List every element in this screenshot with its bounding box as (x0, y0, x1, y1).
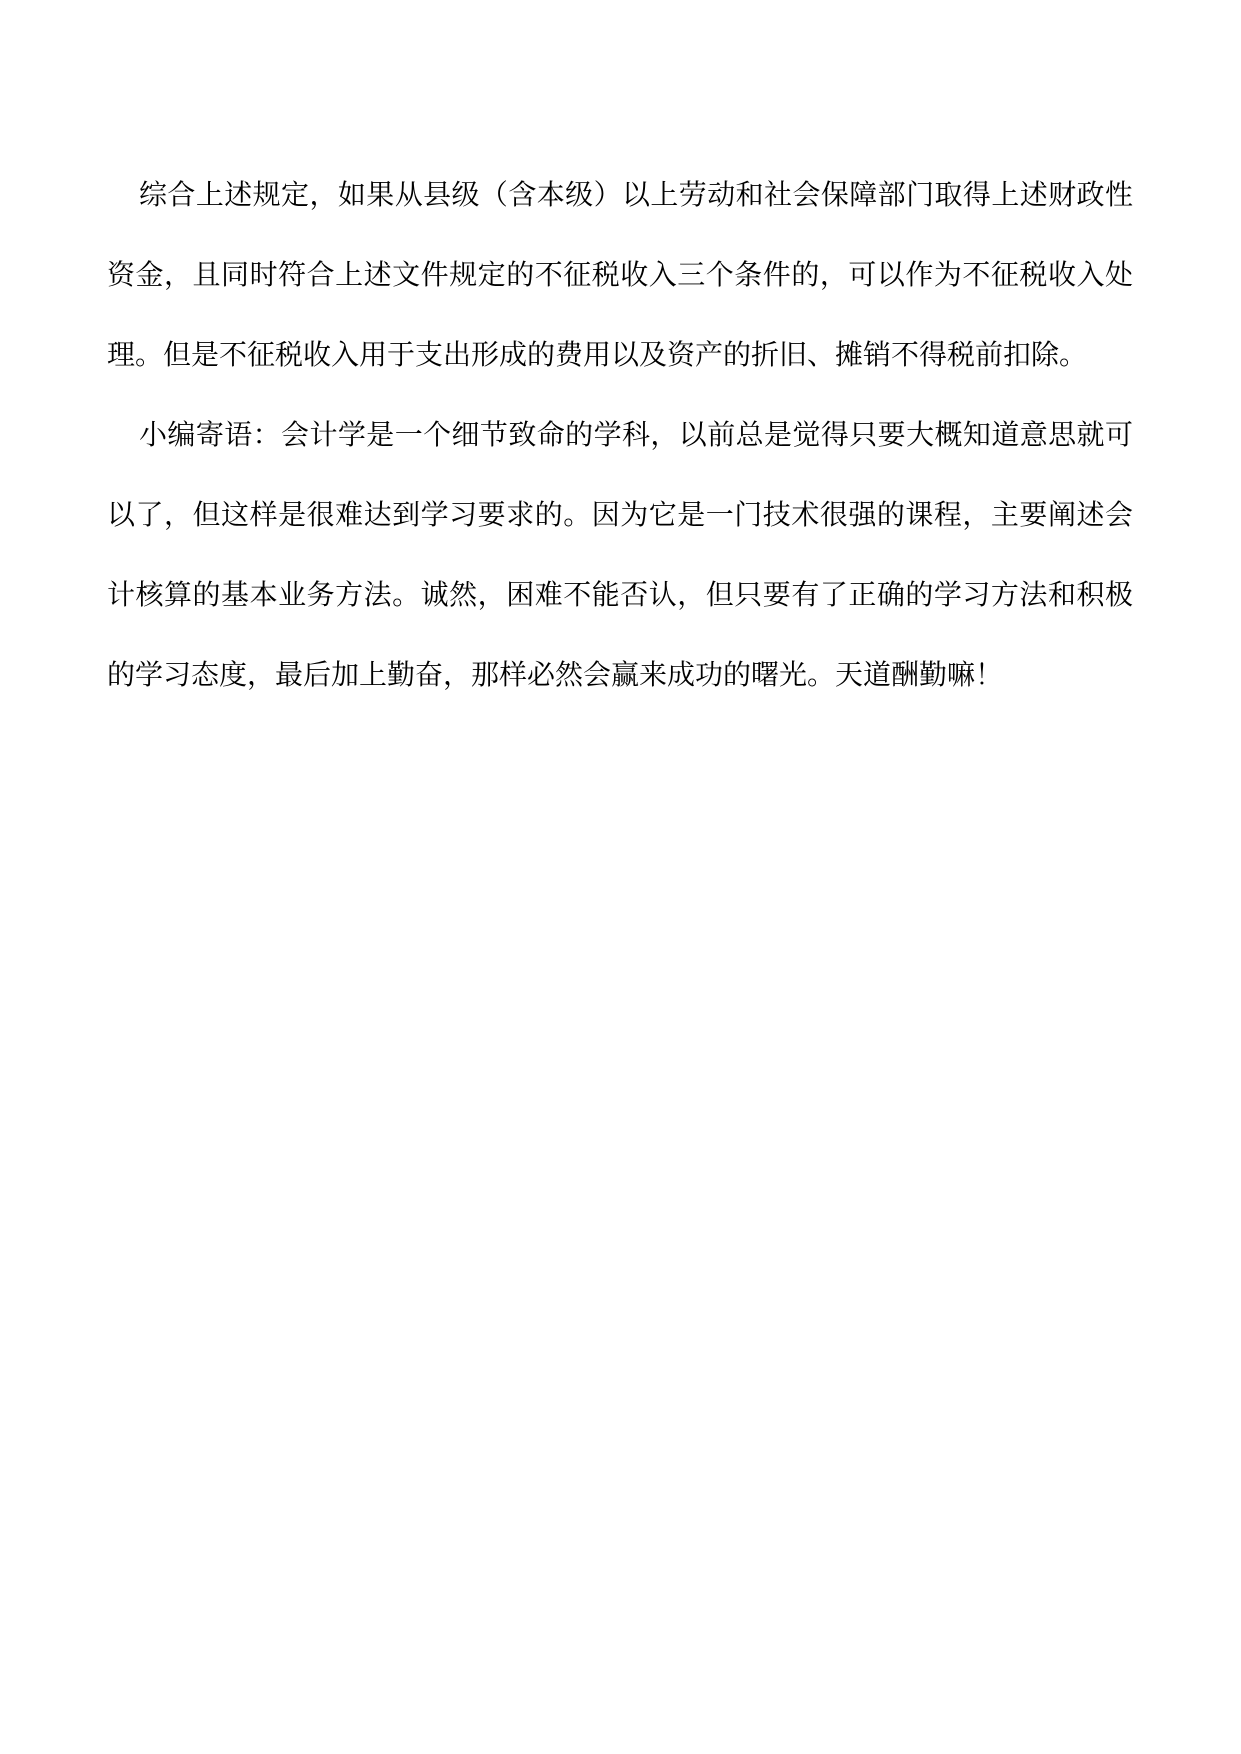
text-line: 可以了，但这样是很难达到学习要求的。因为它是一门技术很强的课程，主要阐 (107, 418, 1133, 531)
paragraph-editor-note (107, 395, 1133, 715)
text-line: 综合上述规定，如果从县级（含本级）以上劳动和社会保障部门取得上述财政 (139, 178, 1105, 211)
text-line: 和积极的学习态度，最后加上勤奋，那样必然会赢来成功的曙光。天道酬勤嘛！ (107, 578, 1133, 691)
text-line: 性资金，且同时符合上述文件规定的不征税收入三个条件的，可以作为不征税收 (107, 178, 1133, 291)
text-line: 除。 (1031, 338, 1088, 371)
text-line: 入处理。但是不征税收入用于支出形成的费用以及资产的折旧、摊销不得税前扣 (107, 258, 1133, 371)
text-line: 小编寄语：会计学是一个细节致命的学科，以前总是觉得只要大概知道意思就 (139, 418, 1105, 451)
document-body (107, 155, 1133, 715)
text-line: 述会计核算的基本业务方法。诚然，困难不能否认，但只要有了正确的学习方法 (107, 498, 1133, 611)
paragraph-regulation-summary (107, 155, 1133, 395)
